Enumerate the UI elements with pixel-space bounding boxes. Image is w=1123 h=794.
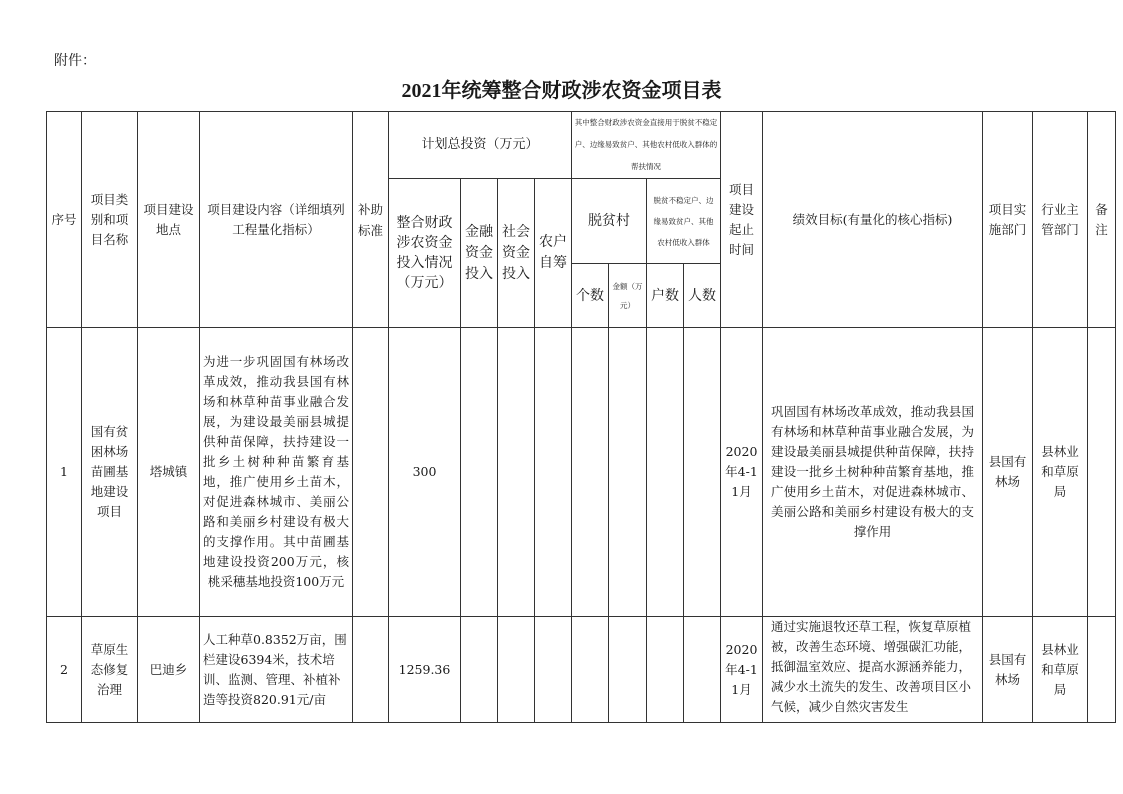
header-category: 项目类别和项目名称 xyxy=(82,112,138,328)
attachment-label: 附件： xyxy=(54,53,96,69)
cell-period: 2020年4-11月 xyxy=(721,617,763,723)
header-content: 项目建设内容（详细填列工程量化指标） xyxy=(200,112,353,328)
header-remark: 备注 xyxy=(1088,112,1116,328)
header-subsidy: 补助标准 xyxy=(353,112,389,328)
cell-content: 为进一步巩固国有林场改革成效，推动我县国有林场和林草种苗事业融合发展，为建设最美丽县城提供种苗保障，扶持建设一批乡土树种种苗繁育基地，推广使用乡土苗木，对促进森林城市、美丽公路和美丽乡村建设有极大的支撑作用。其中苗圃基地建设投资200万元，核桃采穗基地投资100万元 xyxy=(200,328,353,617)
project-table xyxy=(46,111,1116,723)
header-villages: 脱贫村 xyxy=(572,179,647,264)
cell-period: 2020年4-11月 xyxy=(721,328,763,617)
cell-seq: 2 xyxy=(47,617,82,723)
header-village-count: 个数 xyxy=(572,264,609,328)
header-poverty-help: 其中整合财政涉农资金直接用于脱贫不稳定户、边缘易致贫户、其他农村低收入群体的帮扶情况 xyxy=(572,112,721,179)
cell-category: 国有贫困林场苗圃基地建设项目 xyxy=(82,328,138,617)
cell-household-count xyxy=(647,617,684,723)
header-integrated-funds: 整合财政涉农资金投入情况（万元） xyxy=(389,179,461,328)
cell-subsidy xyxy=(353,328,389,617)
header-person-count: 人数 xyxy=(684,264,721,328)
header-location: 项目建设地点 xyxy=(138,112,200,328)
header-household-count: 户数 xyxy=(647,264,684,328)
header-social: 社会资金投入 xyxy=(498,179,535,328)
header-plan-total: 计划总投资（万元） xyxy=(389,112,572,179)
cell-goals: 通过实施退牧还草工程，恢复草原植被，改善生态环境、增强碳汇功能，抵御温室效应、提高水源涵养能力，减少水土流失的发生、改善项目区小气候，减少自然灾害发生 xyxy=(763,617,983,723)
cell-location: 塔城镇 xyxy=(138,328,200,617)
table-row xyxy=(47,328,1116,617)
cell-supervisor: 县林业和草原局 xyxy=(1033,328,1088,617)
cell-household-count xyxy=(647,328,684,617)
cell-person-count xyxy=(684,328,721,617)
header-financial: 金融资金投入 xyxy=(461,179,498,328)
cell-content: 人工种草0.8352万亩，围栏建设6394米，技术培训、监测、管理、补植补造等投资820.91元/亩 xyxy=(200,617,353,723)
cell-category: 草原生态修复治理 xyxy=(82,617,138,723)
cell-financial xyxy=(461,617,498,723)
cell-social xyxy=(498,617,535,723)
cell-village-count xyxy=(572,617,609,723)
page-title: 2021年统筹整合财政涉农资金项目表 xyxy=(401,80,722,102)
header-implementer: 项目实施部门 xyxy=(983,112,1033,328)
cell-social xyxy=(498,328,535,617)
cell-goals: 巩固国有林场改革成效，推动我县国有林场和林草种苗事业融合发展，为建设最美丽县城提供种苗保障，扶持建设一批乡土树种种苗繁育基地，推广使用乡土苗木，对促进森林城市、美丽公路和美丽乡村建设有极大的支撑作用 xyxy=(763,328,983,617)
cell-remark xyxy=(1088,328,1116,617)
header-supervisor: 行业主管部门 xyxy=(1033,112,1088,328)
header-goals: 绩效目标(有量化的核心指标) xyxy=(763,112,983,328)
cell-implementer: 县国有林场 xyxy=(983,617,1033,723)
cell-location: 巴迪乡 xyxy=(138,617,200,723)
header-farmer-self: 农户自筹 xyxy=(535,179,572,328)
cell-village-amount xyxy=(609,328,647,617)
cell-supervisor: 县林业和草原局 xyxy=(1033,617,1088,723)
cell-integrated-funds: 1259.36 xyxy=(389,617,461,723)
header-village-amount: 金额（万元） xyxy=(609,264,647,328)
cell-person-count xyxy=(684,617,721,723)
header-households-group: 脱贫不稳定户、边缘易致贫户、其他农村低收入群体 xyxy=(647,179,721,264)
cell-integrated-funds: 300 xyxy=(389,328,461,617)
cell-farmer-self xyxy=(535,617,572,723)
header-period: 项目建设起止时间 xyxy=(721,112,763,328)
header-seq: 序号 xyxy=(47,112,82,328)
cell-farmer-self xyxy=(535,328,572,617)
cell-financial xyxy=(461,328,498,617)
cell-remark xyxy=(1088,617,1116,723)
cell-village-count xyxy=(572,328,609,617)
cell-seq: 1 xyxy=(47,328,82,617)
cell-implementer: 县国有林场 xyxy=(983,328,1033,617)
cell-subsidy xyxy=(353,617,389,723)
cell-village-amount xyxy=(609,617,647,723)
table-row xyxy=(47,617,1116,723)
